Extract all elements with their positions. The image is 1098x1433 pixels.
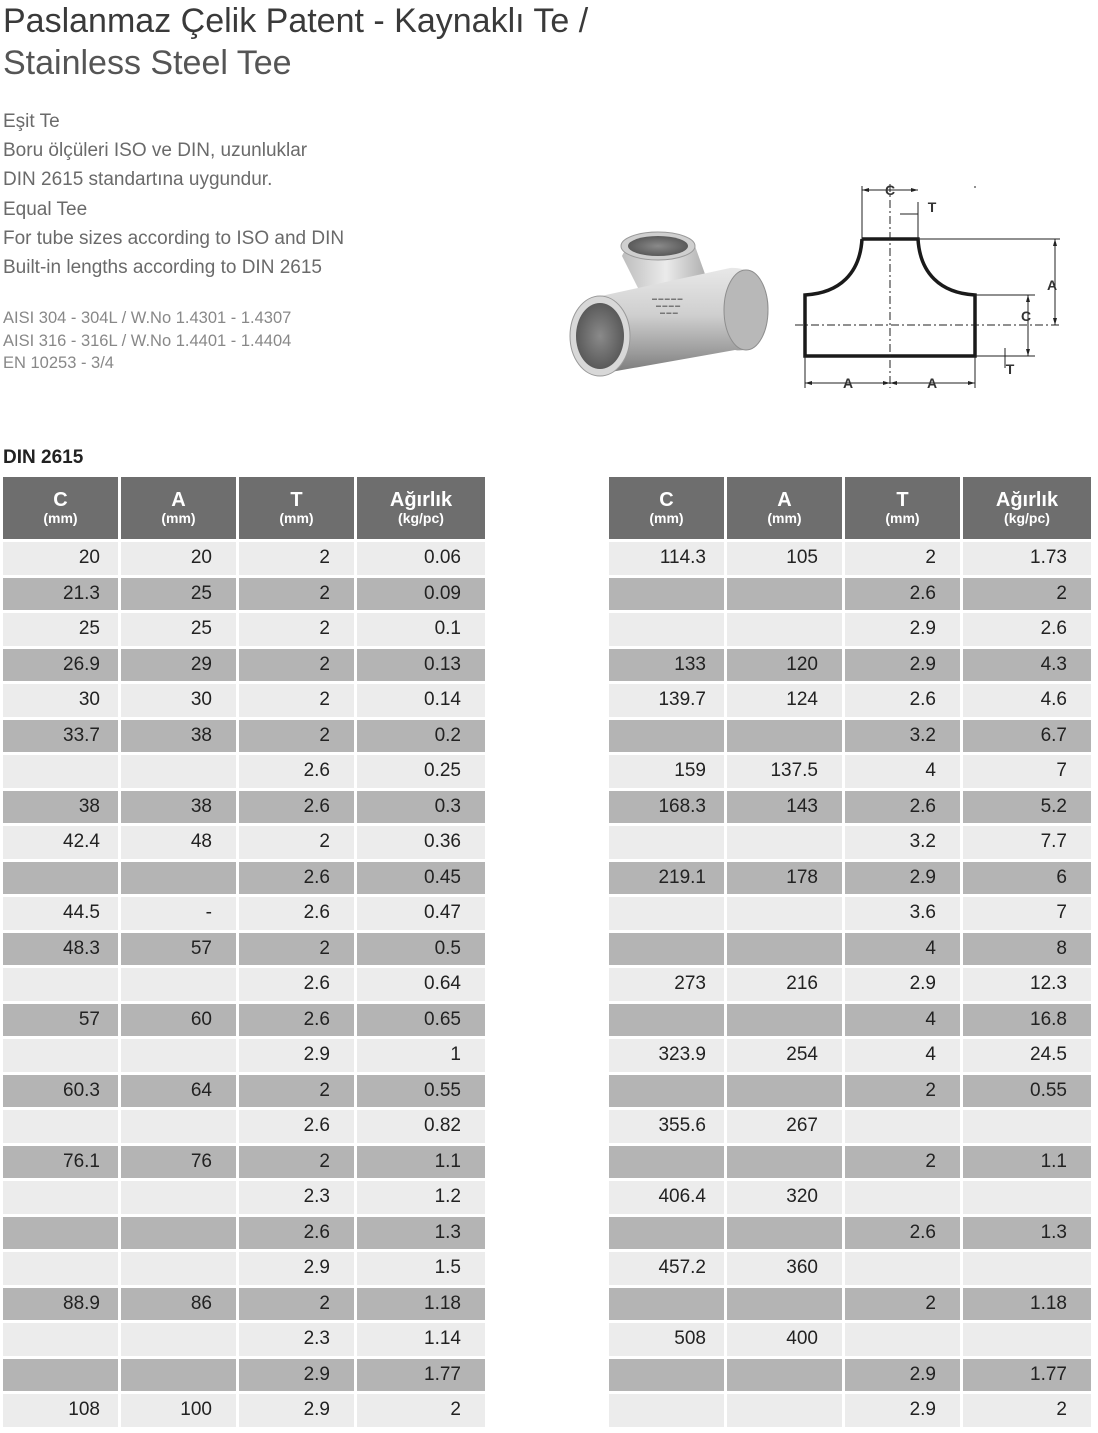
table-cell: 6.7 <box>963 720 1091 756</box>
table-cell: 0.2 <box>357 720 485 756</box>
table-cell <box>121 1039 236 1075</box>
table-cell: 2 <box>239 826 354 862</box>
table-cell: 168.3 <box>609 791 724 827</box>
table-cell: 1.14 <box>357 1323 485 1359</box>
table-cell <box>963 1181 1091 1217</box>
table-cell: 57 <box>3 1004 118 1040</box>
table-cell: 1.77 <box>963 1359 1091 1395</box>
table-row <box>609 578 1091 614</box>
table-row <box>609 933 1091 969</box>
table-cell <box>3 862 118 898</box>
table-cell: 2 <box>239 720 354 756</box>
table-cell: 0.82 <box>357 1110 485 1146</box>
table-row <box>609 649 1091 685</box>
table-cell: 42.4 <box>3 826 118 862</box>
table-cell <box>609 1217 724 1253</box>
table-cell: 2.9 <box>239 1359 354 1395</box>
table-cell <box>3 1181 118 1217</box>
table-row <box>3 1004 485 1040</box>
table-row <box>609 1110 1091 1146</box>
table-cell: 2 <box>239 1288 354 1324</box>
table-cell: 0.1 <box>357 613 485 649</box>
table-row <box>609 1075 1091 1111</box>
table-cell <box>121 1181 236 1217</box>
table-cell: 2.6 <box>239 791 354 827</box>
table-cell: 7 <box>963 755 1091 791</box>
table-cell: 1.1 <box>963 1146 1091 1182</box>
table-cell <box>609 1288 724 1324</box>
table-cell: 137.5 <box>727 755 842 791</box>
table-cell: 2.6 <box>239 1110 354 1146</box>
table-cell: 0.36 <box>357 826 485 862</box>
svg-text:C: C <box>1020 308 1032 324</box>
table-cell <box>3 1359 118 1395</box>
table-cell: 2.9 <box>845 1394 960 1430</box>
table-cell <box>845 1323 960 1359</box>
table-cell: 139.7 <box>609 684 724 720</box>
table-cell <box>3 1323 118 1359</box>
table-row <box>609 720 1091 756</box>
svg-text:▬ ▬ ▬ ▬ ▬: ▬ ▬ ▬ ▬ ▬ <box>652 296 683 302</box>
table-cell <box>727 826 842 862</box>
table-row <box>609 1252 1091 1288</box>
table-cell: 2.6 <box>239 1217 354 1253</box>
table-row <box>609 897 1091 933</box>
material-specs <box>3 307 291 375</box>
table-cell: 2.6 <box>845 1217 960 1253</box>
table-cell: 0.13 <box>357 649 485 685</box>
table-cell: 1.18 <box>357 1288 485 1324</box>
table-cell: 48 <box>121 826 236 862</box>
table-cell: 30 <box>3 684 118 720</box>
table-cell <box>609 1075 724 1111</box>
column-header-a: A (mm) <box>727 477 842 542</box>
table-cell <box>727 1004 842 1040</box>
table-cell: 16.8 <box>963 1004 1091 1040</box>
table-row <box>609 542 1091 578</box>
table-row <box>3 1075 485 1111</box>
table-cell: 2 <box>845 1146 960 1182</box>
table-cell: 2.6 <box>845 684 960 720</box>
table-row <box>609 791 1091 827</box>
table-cell <box>609 1394 724 1430</box>
table-cell <box>121 755 236 791</box>
table-cell: 124 <box>727 684 842 720</box>
table-cell: 3.2 <box>845 720 960 756</box>
table-cell: 2 <box>239 1075 354 1111</box>
table-cell: 12.3 <box>963 968 1091 1004</box>
table-cell: 4 <box>845 755 960 791</box>
table-row <box>609 1359 1091 1395</box>
table-cell: 1.3 <box>357 1217 485 1253</box>
table-cell: 88.9 <box>3 1288 118 1324</box>
table-row <box>609 1039 1091 1075</box>
table-cell: 2.9 <box>239 1039 354 1075</box>
description-line: Built-in lengths according to DIN 2615 <box>3 257 322 279</box>
table-cell: 2 <box>845 1288 960 1324</box>
column-header-c: C (mm) <box>3 477 118 542</box>
table-cell <box>3 1039 118 1075</box>
table-cell <box>609 826 724 862</box>
table-cell: 0.65 <box>357 1004 485 1040</box>
table-cell: 120 <box>727 649 842 685</box>
material-line: AISI 304 - 304L / W.No 1.4301 - 1.4307 <box>3 309 292 327</box>
table-cell: 216 <box>727 968 842 1004</box>
table-cell: 38 <box>121 791 236 827</box>
svg-text:C: C <box>884 182 896 198</box>
table-cell: 38 <box>3 791 118 827</box>
table-row <box>3 649 485 685</box>
table-cell: 355.6 <box>609 1110 724 1146</box>
description-line: For tube sizes according to ISO and DIN <box>3 227 345 249</box>
table-cell <box>609 1359 724 1395</box>
table-cell <box>121 862 236 898</box>
table-cell: 1.73 <box>963 542 1091 578</box>
table-cell <box>609 897 724 933</box>
table-cell: 4.3 <box>963 649 1091 685</box>
table-cell: 2 <box>963 1394 1091 1430</box>
table-cell: 2.6 <box>239 897 354 933</box>
table-row <box>609 1323 1091 1359</box>
table-cell: 254 <box>727 1039 842 1075</box>
table-cell <box>727 1075 842 1111</box>
description-line: Equal Tee <box>3 198 88 220</box>
table-cell: 508 <box>609 1323 724 1359</box>
table-cell: 2.3 <box>239 1323 354 1359</box>
table-cell: 4.6 <box>963 684 1091 720</box>
tee-product-photo <box>560 228 780 388</box>
table-cell: 38 <box>121 720 236 756</box>
table-cell: 1.18 <box>963 1288 1091 1324</box>
table-cell <box>121 1252 236 1288</box>
dimensions-table-right <box>606 477 1094 1430</box>
table-cell: 24.5 <box>963 1039 1091 1075</box>
table-cell <box>3 1217 118 1253</box>
table-row <box>3 613 485 649</box>
table-cell <box>727 1359 842 1395</box>
column-header-weight: Ağırlık (kg/pc) <box>963 477 1091 542</box>
table-cell <box>121 1323 236 1359</box>
table-cell: 0.47 <box>357 897 485 933</box>
table-cell: 1.1 <box>357 1146 485 1182</box>
table-cell: 64 <box>121 1075 236 1111</box>
table-cell: 2.9 <box>239 1394 354 1430</box>
table-cell: 44.5 <box>3 897 118 933</box>
table-cell: 20 <box>3 542 118 578</box>
description-line: Boru ölçüleri ISO ve DIN, uzunluklar <box>3 140 308 162</box>
table-cell: 1.77 <box>357 1359 485 1395</box>
table-cell: 2 <box>239 684 354 720</box>
table-row <box>3 933 485 969</box>
table-cell: 105 <box>727 542 842 578</box>
table-row <box>3 1252 485 1288</box>
table-cell <box>609 1146 724 1182</box>
table-cell: 0.55 <box>357 1075 485 1111</box>
table-row <box>3 1039 485 1075</box>
table-cell: 48.3 <box>3 933 118 969</box>
table-cell: 76.1 <box>3 1146 118 1182</box>
table-cell <box>845 1181 960 1217</box>
table-cell: 60 <box>121 1004 236 1040</box>
table-cell <box>609 578 724 614</box>
table-cell: 4 <box>845 1039 960 1075</box>
table-row <box>609 862 1091 898</box>
table-cell: 2.6 <box>963 613 1091 649</box>
table-row <box>3 791 485 827</box>
table-row <box>3 862 485 898</box>
table-row <box>3 1181 485 1217</box>
table-cell: 2.9 <box>845 1359 960 1395</box>
table-cell: 143 <box>727 791 842 827</box>
table-cell: 360 <box>727 1252 842 1288</box>
table-cell: 219.1 <box>609 862 724 898</box>
table-cell: 108 <box>3 1394 118 1430</box>
table-cell: 60.3 <box>3 1075 118 1111</box>
table-cell <box>845 1110 960 1146</box>
table-cell: 0.5 <box>357 933 485 969</box>
svg-text:T: T <box>1005 361 1015 377</box>
table-row <box>609 1181 1091 1217</box>
table-cell: 7 <box>963 897 1091 933</box>
table-cell: 2.6 <box>239 968 354 1004</box>
svg-text:A: A <box>842 375 854 391</box>
table-cell: 2.9 <box>845 862 960 898</box>
table-cell: 30 <box>121 684 236 720</box>
table-cell: 2 <box>239 578 354 614</box>
table-cell: 6 <box>963 862 1091 898</box>
table-cell: 2 <box>239 933 354 969</box>
table-cell <box>3 1252 118 1288</box>
standard-label: DIN 2615 <box>3 447 84 468</box>
table-row <box>609 1394 1091 1430</box>
table-row <box>609 755 1091 791</box>
table-cell <box>3 755 118 791</box>
table-cell <box>727 720 842 756</box>
table-cell: 76 <box>121 1146 236 1182</box>
table-cell: 2.6 <box>845 578 960 614</box>
table-cell: 267 <box>727 1110 842 1146</box>
table-cell: 86 <box>121 1288 236 1324</box>
table-cell <box>727 1288 842 1324</box>
table-cell: 2.3 <box>239 1181 354 1217</box>
table-row <box>3 1217 485 1253</box>
table-cell <box>727 613 842 649</box>
column-header-weight: Ağırlık (kg/pc) <box>357 477 485 542</box>
table-cell: 2.6 <box>239 755 354 791</box>
table-row <box>3 1323 485 1359</box>
table-cell: 2.6 <box>845 791 960 827</box>
table-cell: 8 <box>963 933 1091 969</box>
table-cell <box>727 1394 842 1430</box>
table-row <box>3 755 485 791</box>
table-cell: 5.2 <box>963 791 1091 827</box>
table-cell: 25 <box>3 613 118 649</box>
table-cell: 273 <box>609 968 724 1004</box>
column-header-t: T (mm) <box>239 477 354 542</box>
table-row <box>3 1394 485 1430</box>
table-cell <box>121 1110 236 1146</box>
table-row <box>3 968 485 1004</box>
table-cell: 2 <box>239 649 354 685</box>
table-cell: 159 <box>609 755 724 791</box>
table-cell: 7.7 <box>963 826 1091 862</box>
table-cell: 2.9 <box>845 613 960 649</box>
table-row <box>609 1004 1091 1040</box>
material-line: AISI 316 - 316L / W.No 1.4401 - 1.4404 <box>3 331 292 350</box>
table-row <box>609 1288 1091 1324</box>
table-cell: 2 <box>845 1075 960 1111</box>
table-row <box>609 826 1091 862</box>
table-cell: 0.64 <box>357 968 485 1004</box>
table-cell <box>609 720 724 756</box>
table-cell: 2.9 <box>845 649 960 685</box>
table-cell <box>609 613 724 649</box>
page-subtitle: Stainless Steel Tee <box>3 44 292 82</box>
table-cell: 0.06 <box>357 542 485 578</box>
table-cell: 2 <box>845 542 960 578</box>
table-cell: 33.7 <box>3 720 118 756</box>
table-cell: 26.9 <box>3 649 118 685</box>
svg-text:A: A <box>926 375 938 391</box>
table-cell: 4 <box>845 933 960 969</box>
table-cell: 57 <box>121 933 236 969</box>
dimensions-table-left <box>0 477 488 1430</box>
table-cell: 2.6 <box>239 1004 354 1040</box>
table-row <box>3 826 485 862</box>
table-cell: 100 <box>121 1394 236 1430</box>
table-row <box>3 542 485 578</box>
table-row <box>609 1146 1091 1182</box>
table-cell: 25 <box>121 613 236 649</box>
table-cell <box>121 968 236 1004</box>
table-cell: 0.55 <box>963 1075 1091 1111</box>
table-row <box>3 1110 485 1146</box>
svg-text:A: A <box>1046 277 1058 293</box>
table-cell: 0.45 <box>357 862 485 898</box>
table-cell: 406.4 <box>609 1181 724 1217</box>
table-cell <box>845 1252 960 1288</box>
product-description <box>3 107 344 282</box>
table-row <box>3 1359 485 1395</box>
table-row <box>609 968 1091 1004</box>
table-cell: 1.3 <box>963 1217 1091 1253</box>
table-cell: 0.14 <box>357 684 485 720</box>
table-row <box>609 613 1091 649</box>
table-cell: - <box>121 897 236 933</box>
table-cell <box>3 968 118 1004</box>
table-cell: 2 <box>963 578 1091 614</box>
table-cell: 1 <box>357 1039 485 1075</box>
table-row <box>3 578 485 614</box>
table-cell: 2 <box>357 1394 485 1430</box>
table-row <box>609 1217 1091 1253</box>
table-cell <box>609 933 724 969</box>
table-cell <box>121 1217 236 1253</box>
table-cell: 1.5 <box>357 1252 485 1288</box>
table-cell: 0.09 <box>357 578 485 614</box>
description-line: DIN 2615 standartına uygundur. <box>3 169 273 191</box>
table-cell: 4 <box>845 1004 960 1040</box>
table-cell: 2 <box>239 542 354 578</box>
table-cell: 1.2 <box>357 1181 485 1217</box>
table-cell <box>963 1252 1091 1288</box>
table-cell <box>727 578 842 614</box>
table-cell: 320 <box>727 1181 842 1217</box>
table-cell: 133 <box>609 649 724 685</box>
table-row <box>3 684 485 720</box>
table-cell <box>121 1359 236 1395</box>
page-title: Paslanmaz Çelik Patent - Kaynaklı Te / <box>3 2 589 40</box>
table-cell: 457.2 <box>609 1252 724 1288</box>
description-line: Eşit Te <box>3 111 60 132</box>
table-row <box>3 720 485 756</box>
material-line: EN 10253 - 3/4 <box>3 354 114 372</box>
table-cell: 3.6 <box>845 897 960 933</box>
table-cell: 25 <box>121 578 236 614</box>
table-cell <box>963 1323 1091 1359</box>
table-row <box>3 1146 485 1182</box>
table-cell: 2.9 <box>239 1252 354 1288</box>
svg-text:▬ ▬ ▬ ▬: ▬ ▬ ▬ ▬ <box>656 303 681 309</box>
table-cell <box>727 1146 842 1182</box>
table-cell: 2 <box>239 1146 354 1182</box>
table-cell <box>727 1217 842 1253</box>
table-cell: 20 <box>121 542 236 578</box>
table-cell: 400 <box>727 1323 842 1359</box>
tee-dimension-drawing <box>790 178 1080 400</box>
table-cell: 21.3 <box>3 578 118 614</box>
table-cell: 0.3 <box>357 791 485 827</box>
table-cell <box>3 1110 118 1146</box>
table-cell: 178 <box>727 862 842 898</box>
table-row <box>3 897 485 933</box>
table-cell <box>727 933 842 969</box>
table-row <box>609 684 1091 720</box>
svg-text:▬ ▬ ▬: ▬ ▬ ▬ <box>660 310 678 316</box>
column-header-c: C (mm) <box>609 477 724 542</box>
table-cell: 3.2 <box>845 826 960 862</box>
table-cell: 29 <box>121 649 236 685</box>
table-cell <box>609 1004 724 1040</box>
table-cell <box>727 897 842 933</box>
column-header-t: T (mm) <box>845 477 960 542</box>
table-cell <box>963 1110 1091 1146</box>
column-header-a: A (mm) <box>121 477 236 542</box>
table-cell: 323.9 <box>609 1039 724 1075</box>
table-cell: 2.6 <box>239 862 354 898</box>
svg-text:T: T <box>927 199 937 215</box>
table-cell: 0.25 <box>357 755 485 791</box>
table-cell: 2.9 <box>845 968 960 1004</box>
table-row <box>3 1288 485 1324</box>
table-cell: 2 <box>239 613 354 649</box>
table-cell: 114.3 <box>609 542 724 578</box>
